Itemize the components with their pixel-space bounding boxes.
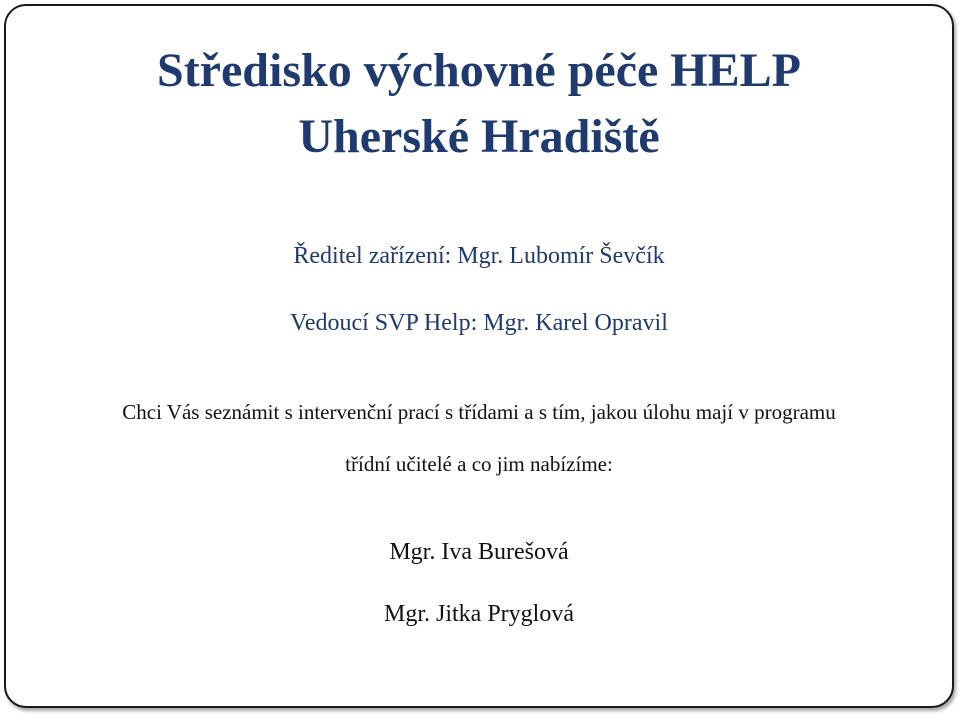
head-line: Vedoucí SVP Help: Mgr. Karel Opravil	[290, 310, 668, 336]
author-2: Mgr. Jitka Pryglová	[384, 601, 574, 627]
slide-frame	[4, 4, 954, 708]
director-line: Ředitel zařízení: Mgr. Lubomír Ševčík	[293, 243, 665, 269]
intro-line-2: třídní učitelé a co jim nabízíme:	[345, 452, 613, 476]
intro-line-1: Chci Vás seznámit s intervenční prací s třídami a s tím, jakou úlohu mají v programu	[122, 400, 836, 424]
slide-title-line-1: Středisko výchovné péče HELP	[157, 44, 801, 97]
author-1: Mgr. Iva Burešová	[389, 539, 569, 565]
slide-title-line-2: Uherské Hradiště	[298, 110, 660, 163]
